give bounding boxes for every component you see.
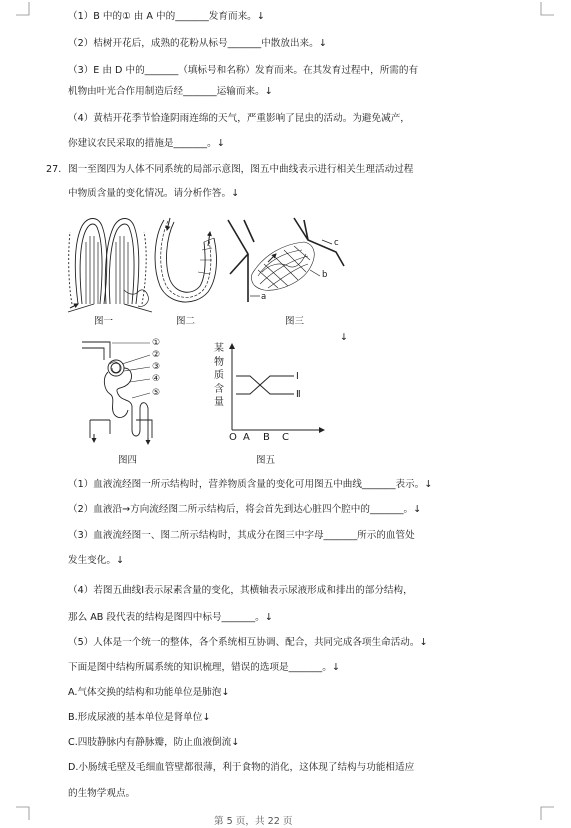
figure-4-label-3: ③ bbox=[152, 362, 161, 372]
figure-4-label-5: ⑤ bbox=[152, 388, 161, 398]
stray-arrow-mark: ↓ bbox=[340, 332, 348, 343]
crop-mark-bottom-left bbox=[16, 806, 30, 820]
prev-q-line-1: （1）B 中的① 由 A 中的_______发育而来。↓ bbox=[68, 11, 265, 22]
figure-4-label-2: ② bbox=[152, 350, 161, 360]
option-c: C.四肢静脉内有静脉瓣，防止血液倒流↓ bbox=[68, 737, 240, 748]
figure-3-label-a: a bbox=[261, 292, 267, 302]
option-b: B.形成尿液的基本单位是肾单位↓ bbox=[68, 712, 211, 723]
figure-4-nephron-diagram bbox=[80, 338, 160, 448]
figure-4-label-4: ④ bbox=[152, 374, 161, 384]
prev-q-line-3b: 机物由叶光合作用制造后经_______运输而来。↓ bbox=[68, 86, 273, 97]
sub-question-4b: 那么 AB 段代表的结构是图四中标号_______。↓ bbox=[68, 612, 273, 623]
question-number: 27. bbox=[46, 164, 62, 175]
figure-5-chart bbox=[224, 340, 334, 446]
figure-4-label-1: ① bbox=[152, 338, 161, 348]
question-stem-line-1: 图一至图四为人体不同系统的局部示意图，图五中曲线表示进行相关生理活动过程 bbox=[68, 164, 414, 175]
option-d-line-1: D.小肠绒毛壁及毛细血管壁都很薄，利于食物的消化，这体现了结构与功能相适应 bbox=[68, 762, 415, 773]
figure-3-capillary-diagram bbox=[224, 214, 348, 312]
figure-5-series-2-label: Ⅱ bbox=[296, 389, 301, 400]
prev-q-line-4b: 你建议农民采取的措施是_______。↓ bbox=[68, 138, 225, 149]
figure-5-series-1-label: Ⅰ bbox=[296, 371, 299, 382]
figure-5-caption: 图五 bbox=[256, 455, 276, 466]
figure-5-ylabel: 某物质含量 bbox=[214, 343, 224, 408]
figure-2-caption: 图二 bbox=[176, 316, 196, 327]
prev-q-line-2: （2）桔树开花后，成熟的花粉从标号_______中散放出来。↓ bbox=[68, 38, 327, 49]
figure-5-xtick-O: O bbox=[229, 432, 237, 443]
figure-3-label-c: c bbox=[334, 238, 339, 248]
crop-mark-bottom-right bbox=[540, 806, 554, 820]
figure-2-vessel-diagram bbox=[148, 216, 224, 312]
sub-question-3b: 发生变化。↓ bbox=[68, 555, 125, 566]
figure-5-xtick-A: A bbox=[243, 432, 250, 443]
figure-1-caption: 图一 bbox=[94, 316, 114, 327]
prev-q-line-3a: （3）E 由 D 中的_______（填标号和名称）发育而来。在其发育过程中，所需的有 bbox=[68, 65, 419, 76]
figure-5-xtick-B: B bbox=[263, 432, 270, 443]
sub-question-5a: （5）人体是一个统一的整体，各个系统相互协调、配合，共同完成各项生命活动。↓ bbox=[68, 637, 428, 648]
figure-5-series-2-line bbox=[236, 376, 288, 394]
sub-question-1: （1）血液流经图一所示结构时，营养物质含量的变化可用图五中曲线_______表示。↓ bbox=[68, 479, 433, 490]
figure-4-caption: 图四 bbox=[118, 455, 138, 466]
question-stem-line-2: 中物质含量的变化情况。请分析作答。↓ bbox=[68, 188, 240, 199]
sub-question-4a: （4）若图五曲线Ⅰ表示尿素含量的变化，其横轴表示尿液形成和排出的部分结构， bbox=[68, 585, 413, 596]
option-a: A.气体交换的结构和功能单位是肺泡↓ bbox=[68, 687, 230, 698]
prev-q-line-4a: （4）黄桔开花季节恰逢阴雨连绵的天气，严重影响了昆虫的活动。为避免减产， bbox=[68, 113, 410, 124]
crop-mark-top-right bbox=[540, 2, 554, 16]
sub-question-2: （2）血液沿→方向流经图二所示结构后，将会首先到达心脏四个腔中的_______。↓ bbox=[68, 504, 422, 515]
figure-5-series-1-line bbox=[236, 376, 288, 394]
figure-1-villus-diagram bbox=[64, 212, 154, 316]
crop-mark-top-left bbox=[16, 2, 30, 16]
figure-5-xtick-C: C bbox=[282, 432, 289, 443]
sub-question-3a: （3）血液流经图一、图二所示结构时，其成分在图三中字母_______所示的血管处 bbox=[68, 530, 415, 541]
sub-question-5b: 下面是图中结构所属系统的知识梳理，错误的选项是_______。↓ bbox=[68, 662, 340, 673]
page-footer: 第 5 页，共 22 页 bbox=[214, 816, 293, 827]
figure-3-caption: 图三 bbox=[285, 316, 305, 327]
option-d-line-2: 的生物学观点。 bbox=[68, 788, 136, 799]
figure-3-label-b: b bbox=[322, 270, 328, 280]
